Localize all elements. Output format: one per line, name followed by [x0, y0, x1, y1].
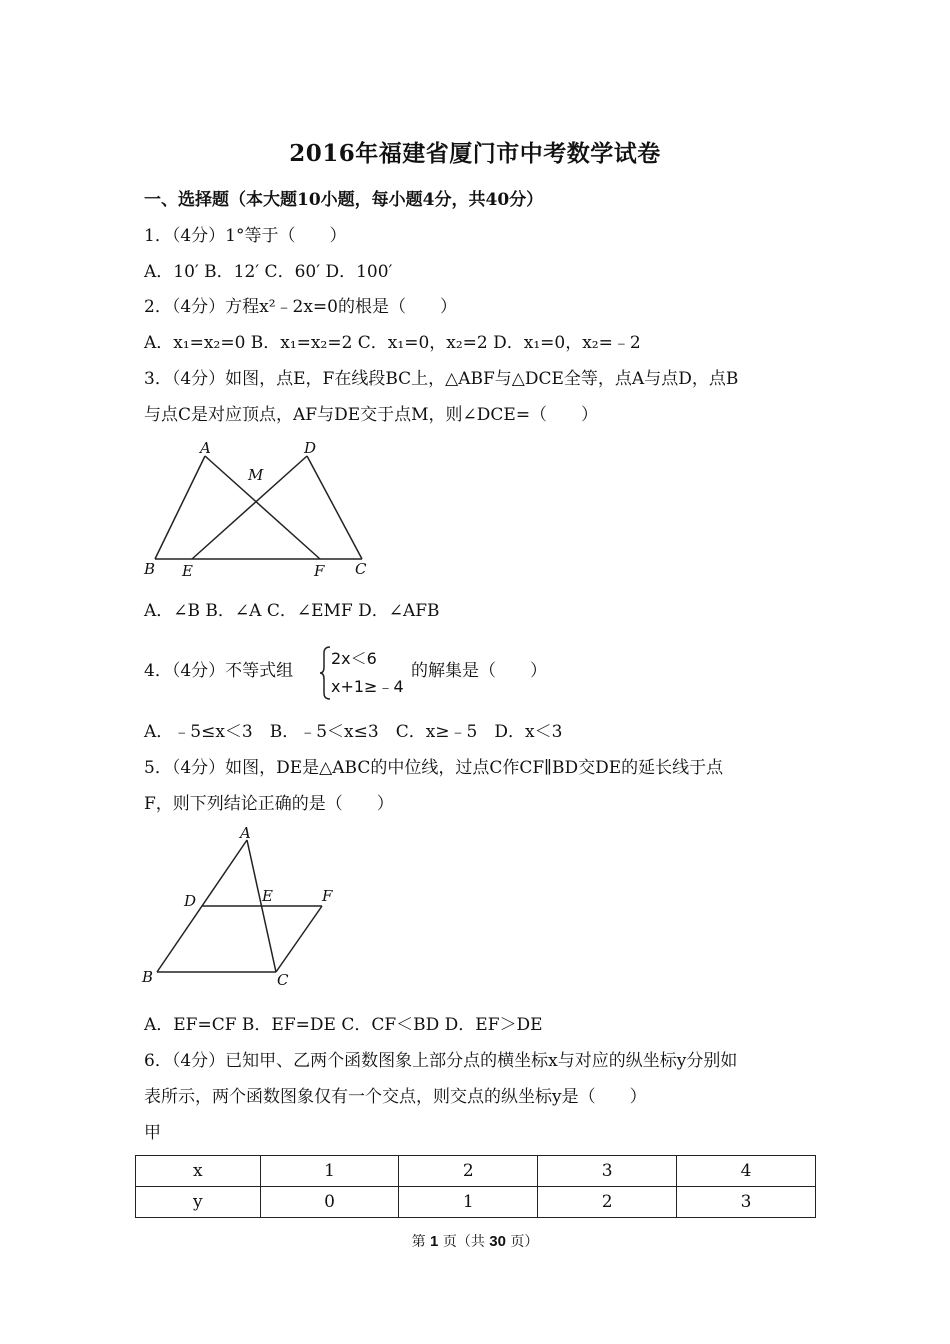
section-heading: 一、选择题（本大题10小题，每小题4分，共40分）	[144, 190, 544, 210]
table-cell: 3	[538, 1156, 677, 1187]
inequality-line-1: 2x＜6	[331, 649, 377, 668]
table-cell: 0	[260, 1187, 399, 1218]
label-b: B	[142, 968, 154, 986]
label-e: E	[182, 562, 193, 580]
q3-stem-line1: 3．（4分）如图，点E，F在线段BC上，△ABF与△DCE全等，点A与点D，点B	[144, 369, 739, 389]
q3-figure	[140, 436, 380, 581]
table-cell: 3	[677, 1187, 816, 1218]
footer-mid: 页（共	[438, 1234, 490, 1250]
table-row	[136, 1156, 816, 1187]
table-cell: 4	[677, 1156, 816, 1187]
label-f: F	[314, 562, 325, 580]
segment-cf	[276, 906, 322, 972]
table-cell: 1	[399, 1187, 538, 1218]
table-cell: 2	[399, 1156, 538, 1187]
inequality-system	[331, 645, 404, 701]
q5-stem-line1: 5．（4分）如图，DE是△ABC的中位线，过点C作CF∥BD交DE的延长线于点	[144, 758, 724, 778]
label-c: C	[277, 971, 289, 989]
q2-options: A．x₁=x₂=0 B．x₁=x₂=2 C．x₁=0，x₂=2 D．x₁=0，x₂=﹣2	[144, 333, 641, 353]
page-footer	[0, 1231, 950, 1251]
table-cell: 2	[538, 1187, 677, 1218]
footer-post: 页）	[505, 1234, 539, 1250]
label-a: A	[200, 439, 211, 457]
table-cell: y	[136, 1187, 261, 1218]
inequality-line-2: x+1≥﹣4	[331, 677, 404, 696]
label-c: C	[355, 560, 367, 578]
q4-suffix: 的解集是（ ）	[411, 661, 547, 681]
label-e: E	[262, 887, 273, 905]
q4-prefix: 4．（4分）不等式组	[144, 661, 294, 681]
segment-ab	[155, 456, 205, 559]
q1-stem: 1．（4分）1°等于（ ）	[144, 226, 347, 246]
table-row	[136, 1187, 816, 1218]
page-total: 30	[489, 1233, 506, 1250]
q4-options: A．﹣5≤x＜3 B．﹣5＜x≤3 C．x≥﹣5 D．x＜3	[144, 722, 563, 742]
segment-dc	[307, 456, 362, 559]
page-title: 2016年福建省厦门市中考数学试卷	[289, 140, 661, 167]
value-table	[135, 1155, 816, 1218]
q5-stem-line2: F，则下列结论正确的是（ ）	[144, 794, 394, 814]
q5-figure	[140, 822, 350, 992]
q6-stem-line2: 表所示，两个函数图象仅有一个交点，则交点的纵坐标y是（ ）	[144, 1087, 647, 1107]
label-a: A	[240, 824, 251, 842]
label-m: M	[248, 466, 264, 484]
q5-options: A．EF=CF B．EF=DE C．CF＜BD D．EF＞DE	[144, 1015, 543, 1035]
label-d: D	[184, 892, 197, 910]
page-number: 1	[430, 1233, 439, 1250]
table-label: 甲	[144, 1123, 161, 1143]
table-cell: 1	[260, 1156, 399, 1187]
q3-options: A．∠B B．∠A C．∠EMF D．∠AFB	[144, 601, 440, 621]
q1-options: A．10′ B．12′ C．60′ D．100′	[144, 262, 393, 282]
footer-pre: 第	[411, 1234, 431, 1250]
q3-stem-line2: 与点C是对应顶点，AF与DE交于点M，则∠DCE=（ ）	[144, 405, 599, 425]
table-cell: x	[136, 1156, 261, 1187]
q6-stem-line1: 6．（4分）已知甲、乙两个函数图象上部分点的横坐标x与对应的纵坐标y分别如	[144, 1051, 738, 1071]
label-d: D	[304, 439, 317, 457]
q2-stem: 2．（4分）方程x²﹣2x=0的根是（ ）	[144, 297, 457, 317]
label-b: B	[144, 560, 156, 578]
label-f: F	[322, 887, 333, 905]
